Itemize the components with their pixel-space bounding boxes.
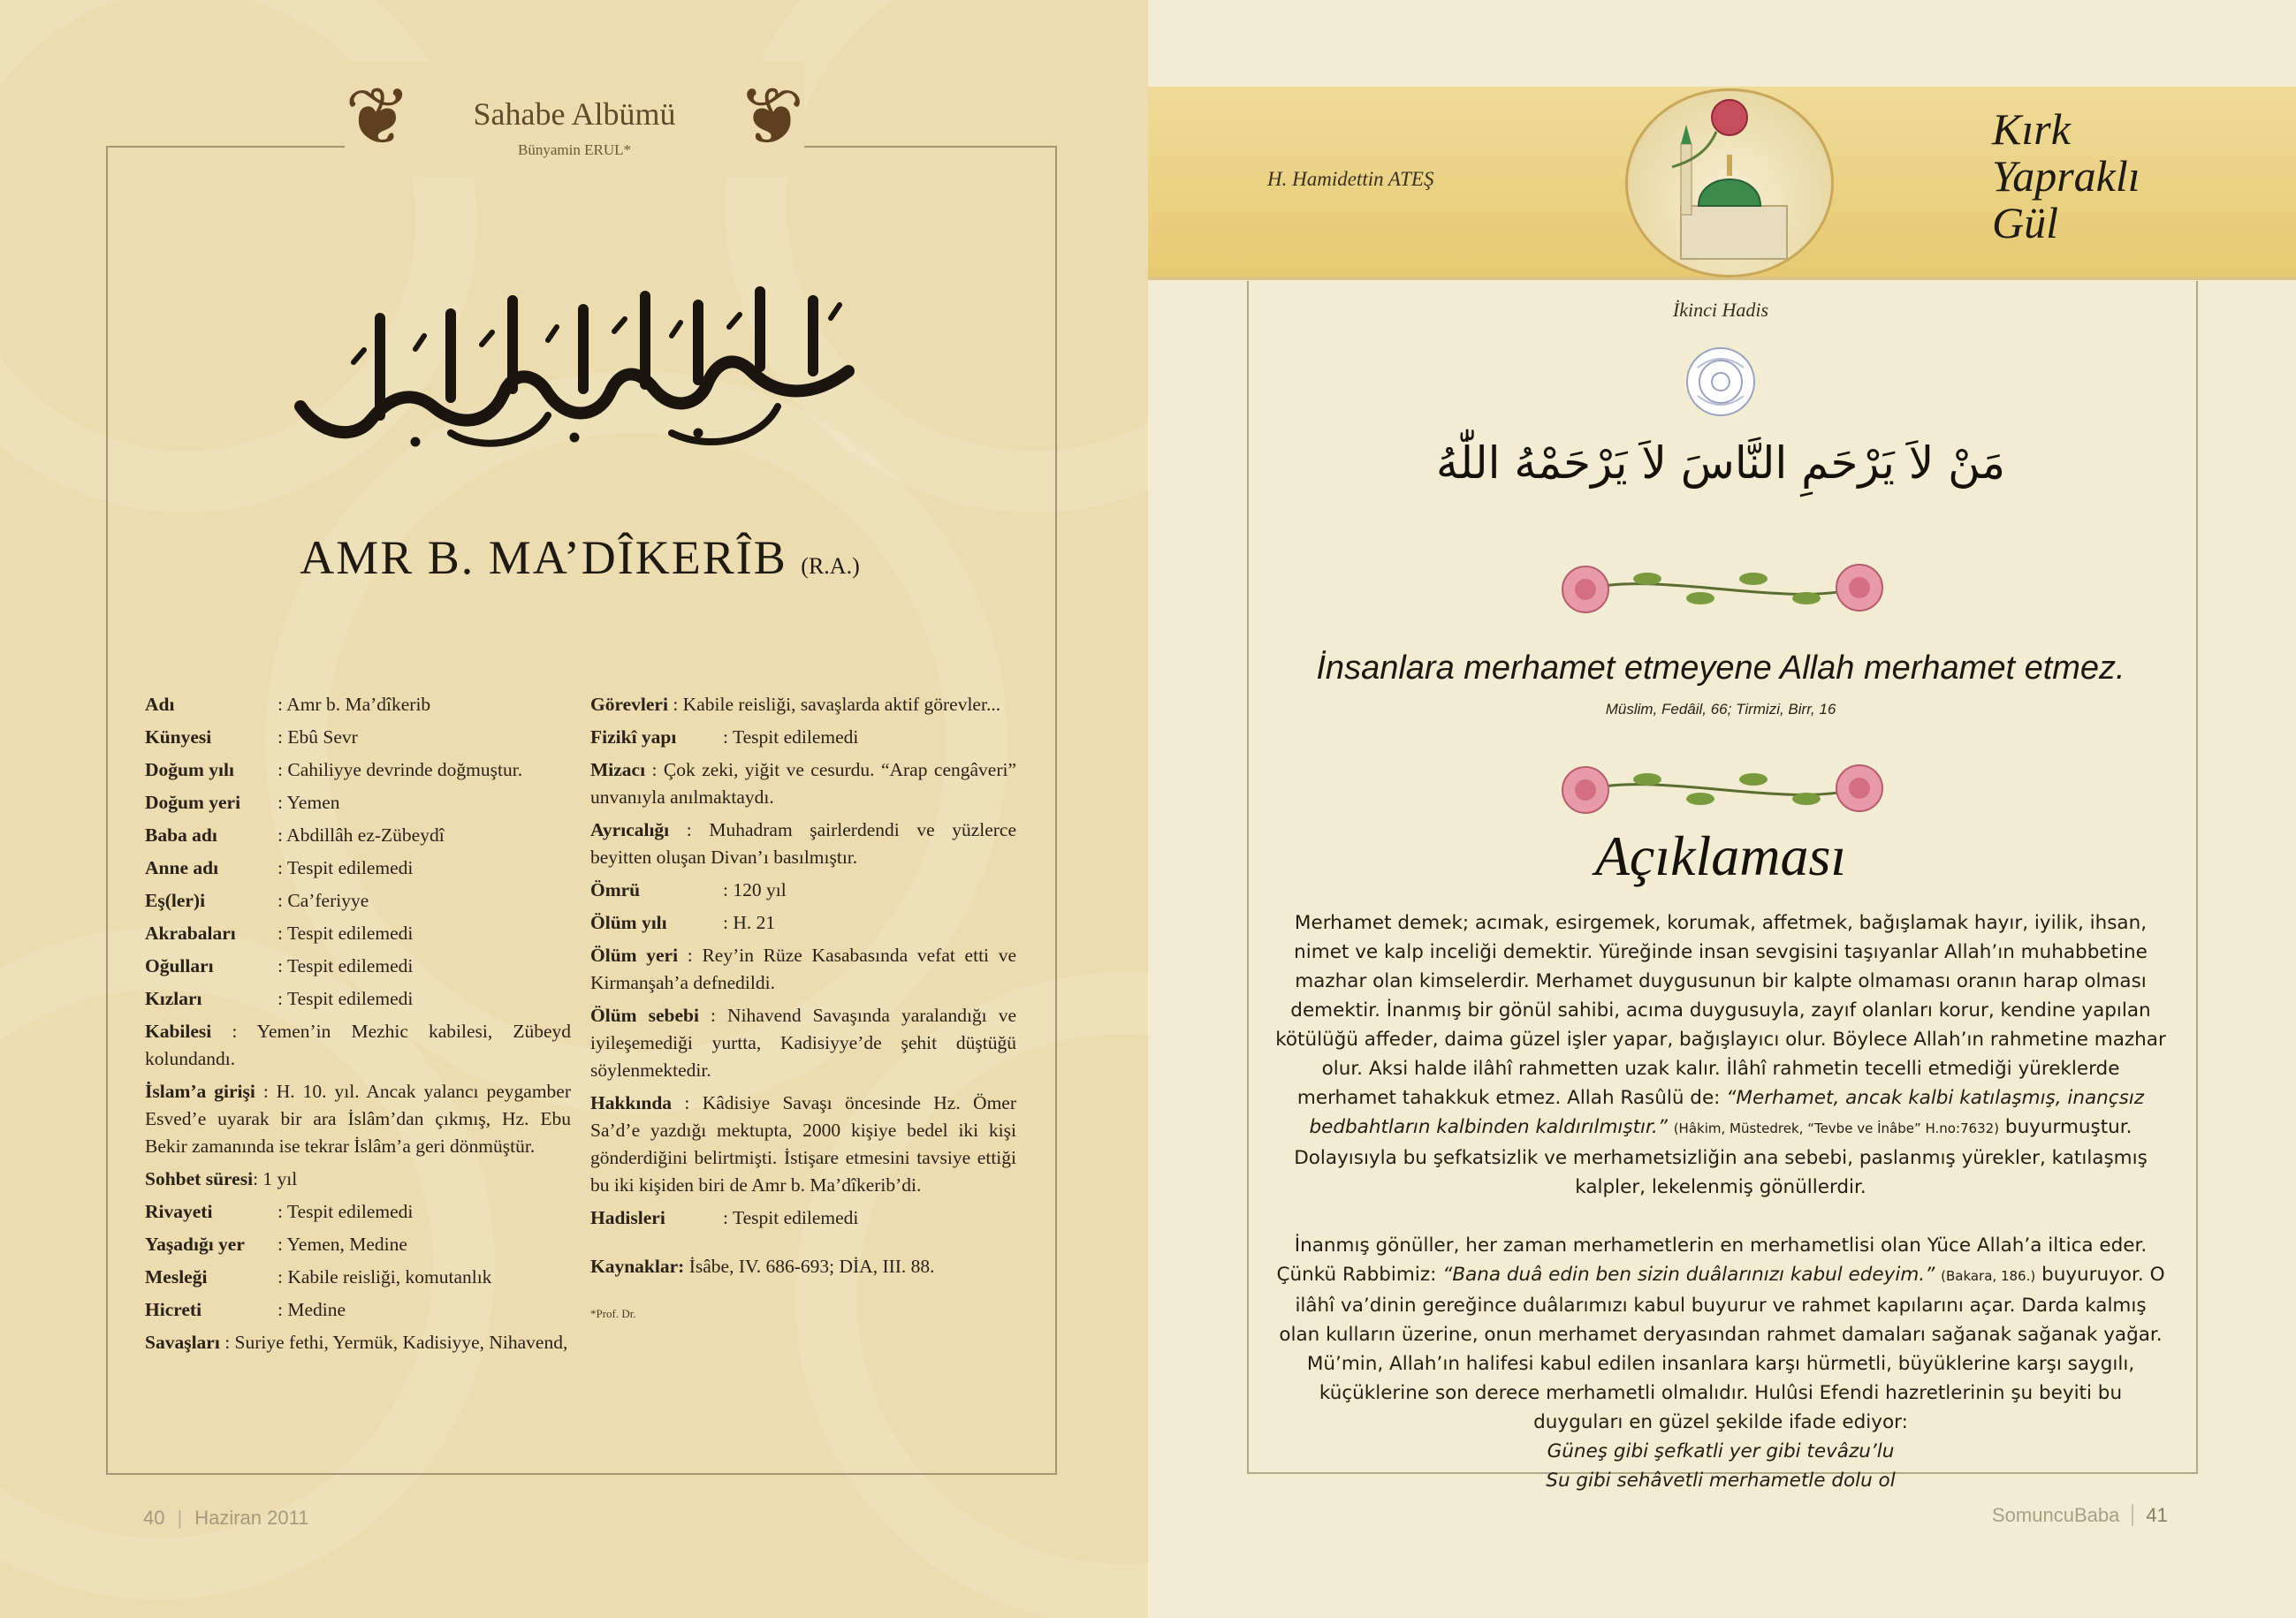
info-value: : Ebû Sevr bbox=[277, 726, 358, 748]
info-row bbox=[145, 1264, 571, 1291]
scroll-ornament-icon: ❦ bbox=[737, 71, 804, 163]
paragraph-text: buyuruyor. O ilâhî va’dinin gereğince duâlarımızı kabul buyurur ve rahmet kapılarını açar. Darda kalmış olan kulların üzerine, onun merhamet deryasından rahmet damaları sağanak sağanak yağar. bbox=[1279, 1264, 2165, 1346]
info-column-2 bbox=[590, 691, 1016, 1327]
info-key: Ölüm sebebi bbox=[590, 1005, 699, 1026]
info-value: : Muhadram şairlerdendi ve yüzlerce beyitten oluşan Divan’ı basılmıştır. bbox=[590, 819, 1017, 868]
info-row bbox=[590, 1204, 1016, 1232]
info-value: : Rey’in Rüze Kasabasında vefat etti ve Kirmanşah’a defnedildi. bbox=[590, 945, 1017, 993]
info-value: : Amr b. Ma’dîkerib bbox=[277, 694, 431, 715]
info-key: Oğulları bbox=[145, 955, 214, 976]
info-row bbox=[145, 887, 571, 915]
info-value: : 1 yıl bbox=[253, 1168, 298, 1189]
paragraph-text: buyurmuştur. Dolayısıyla bu şefkatsizlik ve merhametsizliğin ana sebebi, paslanmış yürekler, katılaşmış kalpler, lekelenmiş gönüllerdir. bbox=[1294, 1116, 2148, 1198]
quote-text: “Merhamet, ancak kalbi katılaşmış, inançsız bedbahtların kalbinden kaldırılmıştır.” bbox=[1309, 1087, 2145, 1138]
scroll-ornament-icon: ❦ bbox=[345, 71, 412, 163]
info-value: : H. 10. yıl. Ancak yalancı peygamber Esved’e uyarak bir ara İslâm’dan çıkmış, Hz. Ebu Bekir zamanında ise tekrar İslâm’a geri dönmüştür. bbox=[145, 1081, 572, 1157]
arabic-hadith: مَنْ لاَ يَرْحَمِ النَّاسَ لاَ يَرْحَمْهُ اللّٰهُ bbox=[1435, 437, 2006, 489]
paragraph-text: Merhamet demek; acımak, esirgemek, korumak, affetmek, bağışlamak hayır, iyilik, ihsan, nimet ve kalp inceliği demektir. Yüreğinde insan sevgisini taşıyanlar Allah’ın muhabbetine mazhar olan kimselerdir. Merhamet duygusunun bir kalpte olmaması oranın harap olması demektir. İnanmış bir gönül sahibi, acıma duygusuyla, zayıf olanları korur, kendine yapılan kötülüğü affeder, daima güzel işler yapar, bağışlayıcı olur. Böylece Allah’ın rahmetine mazhar olur. Aksi halde ilâhî rahmetten uzak kalır. İlâhî rahmetin tecelli etmediği yüreklerde merhamet tahakkuk etmez. Allah Rasûlü de: bbox=[1275, 912, 2166, 1109]
info-row bbox=[145, 1198, 571, 1226]
info-row bbox=[145, 1018, 571, 1073]
info-value: : Tespit edilemedi bbox=[277, 857, 414, 878]
series-title-line: Yapraklı bbox=[1992, 151, 2140, 201]
info-key: Mesleği bbox=[145, 1266, 208, 1288]
info-key: Yaşadığı yer bbox=[145, 1234, 245, 1255]
info-key: Fizikî yapı bbox=[590, 726, 677, 748]
info-key: Rivayeti bbox=[145, 1201, 213, 1222]
companion-name-suffix: (R.A.) bbox=[801, 553, 860, 579]
info-row bbox=[145, 1231, 571, 1258]
quote-reference: (Bakara, 186.) bbox=[1941, 1268, 2036, 1284]
arabic-calligraphy-icon bbox=[283, 265, 884, 468]
info-value: : Tespit edilemedi bbox=[723, 726, 859, 748]
info-key: İslam’a girişi bbox=[145, 1081, 255, 1102]
hadith-source: Müslim, Fedâil, 66; Tirmizi, Birr, 16 bbox=[1605, 701, 1836, 718]
quote-text: “Bana duâ edin ben sizin duâlarınızı kabul edeyim.” bbox=[1442, 1264, 1935, 1286]
info-row bbox=[590, 817, 1016, 871]
info-key: Kızları bbox=[145, 988, 202, 1009]
right-page bbox=[1148, 0, 2296, 1618]
info-key: Hicreti bbox=[145, 1299, 202, 1320]
info-value: : Tespit edilemedi bbox=[723, 1207, 859, 1228]
footnote: *Prof. Dr. bbox=[590, 1307, 636, 1320]
info-row bbox=[590, 724, 1016, 751]
info-value: : Kabile reisliği, savaşlarda aktif görevler... bbox=[673, 694, 1001, 715]
info-key: Sohbet süresi bbox=[145, 1168, 254, 1189]
info-value: : Cahiliyye devrinde doğmuştur. bbox=[277, 759, 523, 780]
page-number: 41 bbox=[2132, 1504, 2167, 1526]
info-key: Eş(ler)i bbox=[145, 890, 206, 911]
info-key: Doğum yeri bbox=[145, 792, 241, 813]
info-key: Adı bbox=[145, 694, 175, 715]
verse-line: Su gibi sehâvetli merhametle dolu ol bbox=[1546, 1470, 1896, 1492]
issue-date: Haziran 2011 bbox=[194, 1507, 309, 1529]
info-row bbox=[145, 855, 571, 882]
explanation-body bbox=[1273, 908, 2168, 1495]
verse-line: Güneş gibi şefkatli yer gibi tevâzu’lu bbox=[1547, 1440, 1895, 1462]
right-footer bbox=[1992, 1504, 2168, 1527]
info-key: Görevleri bbox=[590, 694, 668, 715]
series-title-line: Gül bbox=[1992, 198, 2058, 247]
page-number: 40 bbox=[143, 1507, 165, 1529]
info-value: : 120 yıl bbox=[723, 879, 787, 900]
info-value: : Medine bbox=[277, 1299, 346, 1320]
info-key: Doğum yılı bbox=[145, 759, 234, 780]
info-key: Ömrü bbox=[590, 879, 641, 900]
info-row bbox=[145, 756, 571, 784]
info-row bbox=[145, 953, 571, 980]
magazine-brand: SomuncuBaba bbox=[1992, 1504, 2120, 1526]
hadith-translation: İnsanlara merhamet etmeyene Allah merhamet etmez. bbox=[1316, 649, 2125, 687]
info-row bbox=[145, 920, 571, 947]
info-value: : Kâdisiye Savaşı öncesinde Hz. Ömer Sa’d’e yazdığı mektupta, 2000 kişiye bedel iki kişi gönderdiğini belirtmişti. İstişare etmesini tavsiye ettiği bu iki kişiden biri de Amr b. Ma’dîkerib’di. bbox=[590, 1092, 1016, 1196]
info-key: Kabilesi bbox=[145, 1021, 212, 1042]
rose-divider-icon bbox=[1550, 753, 1895, 824]
paragraph: Mü’min, Allah’ın halifesi kabul edilen insanlara karşı hürmetli, büyüklerine karşı saygılı, küçüklerine son derece merhametli olmalıdır. Hulûsi Efendi hazretlerinin şu beyiti bu duyguları en güzel şekilde ifade ediyor: bbox=[1306, 1353, 2135, 1433]
info-row bbox=[145, 1296, 571, 1324]
info-row bbox=[590, 877, 1016, 904]
explanation-heading: Açıklaması bbox=[1594, 824, 1847, 887]
info-row bbox=[145, 985, 571, 1013]
info-key: Ölüm yeri bbox=[590, 945, 679, 966]
info-key: Mizacı bbox=[590, 759, 646, 780]
info-key: Hakkında bbox=[590, 1092, 673, 1113]
sources-label: Kaynaklar: bbox=[590, 1256, 685, 1277]
article-author: H. Hamidettin ATEŞ bbox=[1267, 168, 1434, 190]
info-value: : Abdillâh ez-Zübeydî bbox=[277, 824, 445, 846]
info-column-1 bbox=[145, 691, 571, 1362]
info-row bbox=[145, 724, 571, 751]
hadith-number: İkinci Hadis bbox=[1672, 299, 1769, 321]
info-value: : Tespit edilemedi bbox=[277, 988, 414, 1009]
info-row bbox=[590, 1090, 1016, 1199]
mosque-dome-icon bbox=[1628, 91, 1831, 275]
info-key: Künyesi bbox=[145, 726, 212, 748]
series-title-line: Kırk bbox=[1992, 104, 2071, 154]
info-key: Ayrıcalığı bbox=[590, 819, 670, 840]
info-value: : Suriye fethi, Yermük, Kadisiyye, Nihavend, bbox=[224, 1332, 568, 1353]
left-footer: 40 | Haziran 2011 bbox=[143, 1507, 309, 1529]
info-row bbox=[590, 942, 1016, 997]
companion-name bbox=[106, 530, 1053, 585]
paragraph bbox=[1273, 908, 2168, 1202]
info-row bbox=[145, 1166, 571, 1193]
info-row bbox=[590, 1002, 1016, 1084]
info-key: Savaşları bbox=[145, 1332, 220, 1353]
info-row bbox=[145, 1078, 571, 1160]
info-row bbox=[590, 909, 1016, 937]
paragraph-text: İnanmış gönüller, her zaman merhametlerin en merhametlisi olan Yüce Allah’a iltica eder. Çünkü Rabbimiz: bbox=[1276, 1234, 2148, 1286]
info-value: : Kabile reisliği, komutanlık bbox=[277, 1266, 492, 1288]
info-key: Baba adı bbox=[145, 824, 217, 846]
quote-reference: (Hâkim, Müstedrek, “Tevbe ve İnâbe” H.no:7632) bbox=[1673, 1120, 2000, 1136]
info-key: Akrabaları bbox=[145, 923, 236, 944]
info-value: : Çok zeki, yiğit ve cesurdu. “Arap cengâveri” unvanıyla anılmaktaydı. bbox=[590, 759, 1016, 808]
paragraph bbox=[1273, 1231, 2168, 1349]
info-key: Ölüm yılı bbox=[590, 912, 667, 933]
info-value: : Tespit edilemedi bbox=[277, 923, 414, 944]
info-value: : Yemen, Medine bbox=[277, 1234, 407, 1255]
info-value: : H. 21 bbox=[723, 912, 776, 933]
info-value: : Yemen’in Mezhic kabilesi, Zübeyd kolundandı. bbox=[145, 1021, 572, 1069]
info-value: : Ca’feriyye bbox=[277, 890, 369, 911]
info-row bbox=[590, 756, 1016, 811]
info-row bbox=[145, 1329, 571, 1356]
section-author: Bünyamin ERUL* bbox=[518, 141, 631, 158]
section-header bbox=[345, 62, 804, 177]
mosque-medallion bbox=[1625, 88, 1834, 277]
info-value: : Nihavend Savaşında yaralandığı ve iyileşemediği yurtta, Kadisiyye’de şehit düştüğü söylenmektedir. bbox=[590, 1005, 1016, 1081]
info-key: Anne adı bbox=[145, 857, 219, 878]
info-row bbox=[590, 691, 1016, 718]
info-value: : Tespit edilemedi bbox=[277, 955, 414, 976]
section-title: Sahabe Albümü bbox=[473, 96, 676, 132]
sources-text: İsâbe, IV. 686-693; DİA, III. 88. bbox=[688, 1256, 935, 1277]
info-value: : Tespit edilemedi bbox=[277, 1201, 414, 1222]
series-title bbox=[1992, 106, 2140, 247]
info-value: : Yemen bbox=[277, 792, 340, 813]
companion-name-text: AMR B. MA’DÎKERÎB bbox=[300, 531, 787, 584]
info-row bbox=[145, 789, 571, 817]
info-row bbox=[145, 822, 571, 849]
info-key: Hadisleri bbox=[590, 1207, 665, 1228]
sources bbox=[590, 1253, 1016, 1280]
rose-divider-icon bbox=[1550, 552, 1895, 623]
info-row bbox=[145, 691, 571, 718]
white-rose-icon bbox=[1680, 341, 1761, 422]
